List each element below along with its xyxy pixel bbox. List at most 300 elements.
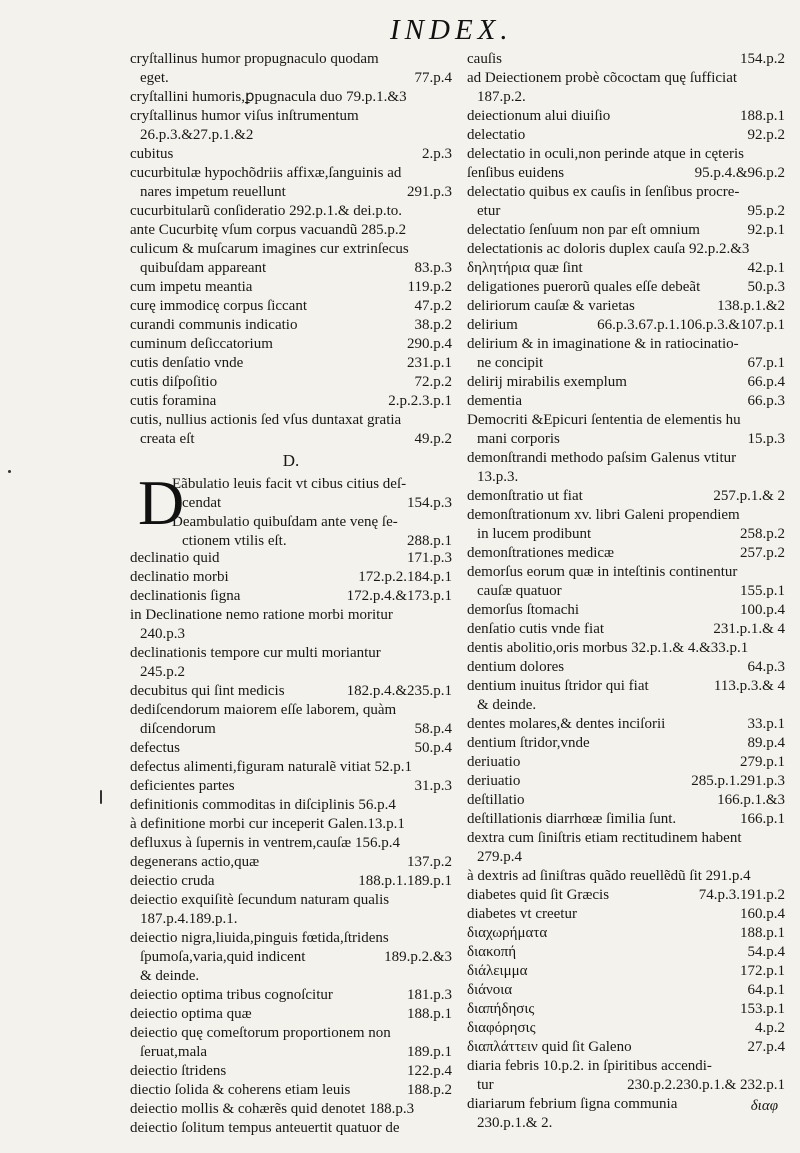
entry-term: cuminum deſiccatorium bbox=[130, 336, 273, 352]
entry-term: creata eſt bbox=[140, 431, 195, 447]
entry-reference: 83.p.3 bbox=[412, 259, 453, 278]
index-entry bbox=[467, 962, 785, 981]
index-entry bbox=[467, 525, 785, 544]
index-entry bbox=[130, 1005, 452, 1024]
entry-term: δηλητήρια quæ ſint bbox=[467, 260, 583, 276]
entry-term: dentium dolores bbox=[467, 659, 565, 675]
entry-term: delectationis ac doloris duplex cauſa 92.p.2.&3 bbox=[467, 241, 750, 257]
index-entry bbox=[130, 948, 452, 967]
entry-term: diabetes vt creetur bbox=[467, 906, 577, 922]
entry-term: mani corporis bbox=[477, 431, 560, 447]
right-column bbox=[467, 50, 785, 1133]
entry-reference: 189.p.2.&3 bbox=[381, 948, 452, 967]
margin-speck bbox=[8, 470, 11, 473]
index-entry bbox=[130, 430, 452, 449]
entry-term: deligationes puerorũ quales eſſe debeãt bbox=[467, 279, 701, 295]
index-entry bbox=[467, 601, 785, 620]
entry-reference: 257.p.2 bbox=[737, 544, 785, 563]
index-entry bbox=[130, 202, 452, 221]
index-entry bbox=[467, 183, 785, 202]
entry-term: deficientes partes bbox=[130, 778, 235, 794]
entry-reference: 89.p.4 bbox=[745, 734, 786, 753]
entry-reference: 172.p.2.184.p.1 bbox=[355, 568, 452, 587]
entry-term: cucurbitularũ conſideratio 292.p.1.& dei.p.to. bbox=[130, 203, 403, 219]
entry-term: delirium bbox=[467, 317, 518, 333]
index-entry bbox=[130, 335, 452, 354]
entry-reference: 27.p.4 bbox=[745, 1038, 786, 1057]
entry-term: definitionis commoditas in diſciplinis 56.p.4 bbox=[130, 797, 396, 813]
index-entry bbox=[467, 69, 785, 88]
index-entry bbox=[467, 563, 785, 582]
index-entry bbox=[130, 986, 452, 1005]
entry-reference: 288.p.1 bbox=[404, 532, 452, 551]
left-entries-c bbox=[130, 50, 452, 449]
index-entry bbox=[130, 221, 452, 240]
entry-reference: 54.p.4 bbox=[745, 943, 786, 962]
entry-term: ad Deiectionem probè cõcoctam quę ſufficiat bbox=[467, 70, 738, 86]
index-entry bbox=[130, 1024, 452, 1043]
entry-reference: 2.p.3 bbox=[419, 145, 452, 164]
entry-reference: 189.p.1 bbox=[404, 1043, 452, 1062]
index-entry bbox=[130, 967, 452, 986]
entry-term: degenerans actio,quæ bbox=[130, 854, 260, 870]
index-entry bbox=[467, 658, 785, 677]
index-entry bbox=[130, 1062, 452, 1081]
index-entry bbox=[130, 259, 452, 278]
entry-reference: 230.p.2.230.p.1.& 232.p.1 bbox=[624, 1076, 785, 1095]
index-entry bbox=[467, 316, 785, 335]
entry-term: declinatio quid bbox=[130, 550, 220, 566]
entry-reference: 49.p.2 bbox=[412, 430, 453, 449]
index-entry bbox=[467, 1076, 785, 1095]
entry-reference: 50.p.3 bbox=[745, 278, 786, 297]
index-entry bbox=[467, 221, 785, 240]
index-entry bbox=[467, 677, 785, 696]
entry-reference: 66.p.3.67.p.1.106.p.3.&107.p.1 bbox=[594, 316, 785, 335]
entry-reference: 77.p.4 bbox=[412, 69, 453, 88]
entry-term: 240.p.3 bbox=[140, 626, 185, 642]
entry-term: diſcendorum bbox=[140, 721, 216, 737]
entry-reference: 181.p.3 bbox=[404, 986, 452, 1005]
index-entry bbox=[130, 183, 452, 202]
index-entry bbox=[130, 701, 452, 720]
index-entry bbox=[467, 1057, 785, 1076]
entry-term: διαπλάττειν quid ſit Galeno bbox=[467, 1039, 632, 1055]
index-entry bbox=[467, 202, 785, 221]
entry-term: declinatio morbi bbox=[130, 569, 229, 585]
entry-reference: 182.p.4.&235.p.1 bbox=[344, 682, 452, 701]
entry-reference: 42.p.1 bbox=[745, 259, 786, 278]
index-entry bbox=[172, 475, 452, 494]
index-entry bbox=[467, 297, 785, 316]
entry-term: demonſtratio ut fiat bbox=[467, 488, 583, 504]
entry-reference: 100.p.4 bbox=[737, 601, 785, 620]
entry-term: διακοπή bbox=[467, 944, 517, 960]
index-entry bbox=[130, 145, 452, 164]
entry-term: deiectio nigra,liuida,pinguis fœtida,ſtridens bbox=[130, 930, 389, 946]
index-entry bbox=[467, 392, 785, 411]
entry-reference: 38.p.2 bbox=[412, 316, 453, 335]
entry-term: curandi communis indicatio bbox=[130, 317, 298, 333]
index-entry bbox=[467, 924, 785, 943]
entry-term: deiectio exquiſitè ſecundum naturam qualis bbox=[130, 892, 390, 908]
index-entry bbox=[467, 259, 785, 278]
index-entry bbox=[130, 910, 452, 929]
index-entry bbox=[130, 373, 452, 392]
section-letter-d: D. bbox=[282, 451, 300, 470]
entry-term: 187.p.4.189.p.1. bbox=[140, 911, 238, 927]
entry-term: cutis foramina bbox=[130, 393, 217, 409]
entry-reference: 172.p.4.&173.p.1 bbox=[344, 587, 452, 606]
entry-term: nares impetum reuellunt bbox=[140, 184, 286, 200]
index-entry bbox=[467, 791, 785, 810]
entry-term: 245.p.2 bbox=[140, 664, 185, 680]
entry-term: deſtillatio bbox=[467, 792, 525, 808]
index-entry bbox=[467, 145, 785, 164]
entry-term: διαπήδησις bbox=[467, 1001, 535, 1017]
entry-term: cutis denſatio vnde bbox=[130, 355, 244, 371]
entry-reference: 279.p.1 bbox=[737, 753, 785, 772]
index-entry bbox=[467, 164, 785, 183]
entry-term: cryſtallinus humor viſus inſtrumentum bbox=[130, 108, 359, 124]
index-entry bbox=[130, 316, 452, 335]
index-entry bbox=[130, 1100, 452, 1119]
left-entries-d bbox=[130, 549, 452, 1138]
entry-term: cryſtallini humoris,ꝑpugnacula duo 79.p.1.&3 bbox=[130, 89, 407, 105]
index-entry bbox=[130, 739, 452, 758]
entry-reference: 166.p.1.&3 bbox=[714, 791, 785, 810]
entry-reference: 113.p.3.& 4 bbox=[711, 677, 785, 696]
entry-reference: 171.p.3 bbox=[404, 549, 452, 568]
entry-term: διάνοια bbox=[467, 982, 513, 998]
entry-term: διαχωρήματα bbox=[467, 925, 548, 941]
entry-term: declinationis tempore cur multi moriantur bbox=[130, 645, 381, 661]
entry-term: dentis abolitio,oris morbus 32.p.1.& 4.&33.p.1 bbox=[467, 640, 749, 656]
entry-term: cauſis bbox=[467, 51, 502, 67]
index-entry bbox=[467, 639, 785, 658]
index-entry bbox=[467, 107, 785, 126]
index-entry bbox=[130, 126, 452, 145]
entry-term: cucurbitulæ hypochõdriis affixæ,ſanguinis ad bbox=[130, 165, 402, 181]
entry-reference: 122.p.4 bbox=[404, 1062, 452, 1081]
entry-term: ante Cucurbitę vſum corpus vacuandũ 285.p.2 bbox=[130, 222, 407, 238]
index-entry bbox=[467, 1114, 785, 1133]
entry-term: deriuatio bbox=[467, 773, 521, 789]
left-column bbox=[130, 50, 452, 1138]
index-entry bbox=[467, 829, 785, 848]
entry-reference: 72.p.2 bbox=[412, 373, 453, 392]
entry-term: ctionem vtilis eſt. bbox=[182, 533, 287, 549]
entry-reference: 188.p.1 bbox=[737, 924, 785, 943]
index-entry bbox=[467, 886, 785, 905]
right-entries bbox=[467, 50, 785, 1133]
entry-term: delectatio in oculi,non perinde atque in cęteris bbox=[467, 146, 744, 162]
index-entry bbox=[467, 696, 785, 715]
entry-reference: 188.p.1 bbox=[737, 107, 785, 126]
entry-reference: 92.p.1 bbox=[745, 221, 786, 240]
dropcap-letter: D bbox=[138, 467, 185, 538]
index-entry bbox=[467, 905, 785, 924]
index-entry bbox=[467, 1019, 785, 1038]
index-entry bbox=[467, 88, 785, 107]
entry-term: Democriti &Epicuri ſententia de elementis hu bbox=[467, 412, 741, 428]
entry-term: ne concipit bbox=[477, 355, 544, 371]
index-entry bbox=[130, 853, 452, 872]
entry-term: in Declinatione nemo ratione morbi moritur bbox=[130, 607, 393, 623]
entry-term: deiectio optima quæ bbox=[130, 1006, 252, 1022]
index-entry bbox=[130, 891, 452, 910]
index-entry bbox=[467, 449, 785, 468]
entry-term: quibuſdam appareant bbox=[140, 260, 267, 276]
entry-term: Deambulatio quibuſdam ante venę ſe- bbox=[172, 514, 398, 530]
index-entry bbox=[130, 1081, 452, 1100]
index-entry bbox=[467, 240, 785, 259]
entry-reference: 166.p.1 bbox=[737, 810, 785, 829]
entry-reference: 92.p.2 bbox=[745, 126, 786, 145]
entry-term: diabetes quid ſit Græcis bbox=[467, 887, 610, 903]
entry-reference: 64.p.1 bbox=[745, 981, 786, 1000]
index-entry bbox=[172, 494, 452, 513]
index-entry bbox=[130, 929, 452, 948]
entry-term: 13.p.3. bbox=[477, 469, 519, 485]
entry-term: demorſus eorum quæ in inteſtinis continentur bbox=[467, 564, 738, 580]
index-entry bbox=[467, 1038, 785, 1057]
entry-term: dentium inuitus ſtridor qui fiat bbox=[467, 678, 649, 694]
index-entry bbox=[467, 810, 785, 829]
entry-reference: 138.p.1.&2 bbox=[714, 297, 785, 316]
entry-term: deiectio ſtridens bbox=[130, 1063, 227, 1079]
entry-reference: 172.p.1 bbox=[737, 962, 785, 981]
entry-reference: 66.p.3 bbox=[745, 392, 786, 411]
index-entry bbox=[130, 682, 452, 701]
entry-reference: 64.p.3 bbox=[745, 658, 786, 677]
entry-term: cubitus bbox=[130, 146, 174, 162]
entry-term: demonſtrationum xv. libri Galeni propendiem bbox=[467, 507, 740, 523]
index-entry bbox=[130, 411, 452, 430]
entry-term: deiectio mollis & cohærẽs quid denotet 188.p.3 bbox=[130, 1101, 415, 1117]
entry-term: delirium & in imaginatione & in ratiocinatio- bbox=[467, 336, 739, 352]
index-entry bbox=[467, 126, 785, 145]
index-entry bbox=[467, 620, 785, 639]
entry-term: deiectio ſolitum tempus anteuertit quatuor de bbox=[130, 1120, 400, 1136]
index-entry bbox=[467, 335, 785, 354]
index-entry bbox=[130, 354, 452, 373]
index-entry bbox=[467, 506, 785, 525]
index-entry bbox=[172, 513, 452, 532]
index-entry bbox=[130, 606, 452, 625]
entry-term: cutis diſpoſitio bbox=[130, 374, 218, 390]
index-entry bbox=[130, 69, 452, 88]
index-entry bbox=[467, 411, 785, 430]
index-entry bbox=[467, 867, 785, 886]
entry-term: deliriorum cauſæ & varietas bbox=[467, 298, 635, 314]
index-entry bbox=[130, 815, 452, 834]
index-entry bbox=[467, 772, 785, 791]
entry-reference: 290.p.4 bbox=[404, 335, 452, 354]
entry-reference: 154.p.3 bbox=[404, 494, 452, 513]
entry-term: cryſtallinus humor propugnaculo quodam bbox=[130, 51, 379, 67]
entry-term: delirij mirabilis exemplum bbox=[467, 374, 627, 390]
index-entry bbox=[130, 278, 452, 297]
entry-term: Eãbulatio leuis facit vt cibus citius deſ- bbox=[172, 476, 407, 492]
entry-reference: 74.p.3.191.p.2 bbox=[696, 886, 785, 905]
entry-term: decubitus qui ſint medicis bbox=[130, 683, 285, 699]
entry-reference: 285.p.1.291.p.3 bbox=[688, 772, 785, 791]
index-entry bbox=[467, 487, 785, 506]
entry-reference: 257.p.1.& 2 bbox=[710, 487, 785, 506]
entry-term: defluxus à ſupernis in ventrem,cauſæ 156.p.4 bbox=[130, 835, 400, 851]
entry-term: culicum & muſcarum imagines cur extrinſecus bbox=[130, 241, 409, 257]
entry-reference: 50.p.4 bbox=[412, 739, 453, 758]
index-entry bbox=[130, 625, 452, 644]
index-entry bbox=[467, 734, 785, 753]
entry-term: διαφόρησις bbox=[467, 1020, 536, 1036]
entry-term: ſpumoſa,varia,quid indicent bbox=[140, 949, 306, 965]
entry-reference: 137.p.2 bbox=[404, 853, 452, 872]
index-entry bbox=[467, 943, 785, 962]
entry-reference: 153.p.1 bbox=[737, 1000, 785, 1019]
entry-term: demorſus ſtomachi bbox=[467, 602, 580, 618]
entry-term: diectio ſolida & coherens etiam leuis bbox=[130, 1082, 351, 1098]
index-entry bbox=[130, 777, 452, 796]
entry-reference: 188.p.1.189.p.1 bbox=[355, 872, 452, 891]
entry-reference: 33.p.1 bbox=[745, 715, 786, 734]
entry-reference: 58.p.4 bbox=[412, 720, 453, 739]
entry-term: deriuatio bbox=[467, 754, 521, 770]
entry-term: deiectio quę comeſtorum proportionem non bbox=[130, 1025, 391, 1041]
dropcap-entries bbox=[172, 475, 452, 551]
entry-reference: 258.p.2 bbox=[737, 525, 785, 544]
index-entry bbox=[130, 587, 452, 606]
entry-term: eget. bbox=[140, 70, 169, 86]
index-entry bbox=[467, 1095, 785, 1114]
entry-term: curę immodicę corpus ſiccant bbox=[130, 298, 308, 314]
entry-term: in lucem prodibunt bbox=[477, 526, 592, 542]
entry-reference: 31.p.3 bbox=[412, 777, 453, 796]
catchword: διαφ bbox=[750, 1098, 778, 1114]
entry-term: 187.p.2. bbox=[477, 89, 526, 105]
entry-term: declinationis ſigna bbox=[130, 588, 241, 604]
index-entry bbox=[130, 164, 452, 183]
entry-reference: 47.p.2 bbox=[412, 297, 453, 316]
index-entry bbox=[130, 240, 452, 259]
entry-term: à definitione morbi cur inceperit Galen.13.p.1 bbox=[130, 816, 405, 832]
entry-reference: 231.p.1.& 4 bbox=[710, 620, 785, 639]
entry-term: διάλειμμα bbox=[467, 963, 528, 979]
entry-term: 26.p.3.&27.p.1.&2 bbox=[140, 127, 254, 143]
index-entry bbox=[467, 278, 785, 297]
dropcap-block bbox=[130, 467, 452, 549]
index-entry bbox=[467, 354, 785, 373]
entry-reference: 95.p.2 bbox=[745, 202, 786, 221]
entry-term: diaria febris 10.p.2. in ſpiritibus accendi- bbox=[467, 1058, 712, 1074]
entry-term: deiectionum alui diuiſio bbox=[467, 108, 611, 124]
entry-term: deiectio optima tribus cognoſcitur bbox=[130, 987, 333, 1003]
entry-reference: 119.p.2 bbox=[405, 278, 452, 297]
entry-reference: 2.p.2.3.p.1 bbox=[385, 392, 452, 411]
index-entry bbox=[130, 1119, 452, 1138]
page-header: INDEX. bbox=[390, 14, 513, 46]
index-entry bbox=[130, 549, 452, 568]
entry-reference: 231.p.1 bbox=[404, 354, 452, 373]
index-entry bbox=[130, 834, 452, 853]
entry-term: cum impetu meantia bbox=[130, 279, 253, 295]
index-entry bbox=[467, 1000, 785, 1019]
entry-term: & deinde. bbox=[140, 968, 200, 984]
index-entry bbox=[130, 872, 452, 891]
entry-term: etur bbox=[477, 203, 501, 219]
entry-term: delectatio quibus ex cauſis in ſenſibus procre- bbox=[467, 184, 740, 200]
entry-reference: 95.p.4.&96.p.2 bbox=[692, 164, 785, 183]
entry-term: dextra cum ſiniſtris etiam rectitudinem habent bbox=[467, 830, 742, 846]
entry-term: dentes molares,& dentes inciſorii bbox=[467, 716, 666, 732]
index-entry bbox=[467, 468, 785, 487]
index-entry bbox=[467, 753, 785, 772]
entry-reference: 67.p.1 bbox=[745, 354, 786, 373]
entry-reference: 291.p.3 bbox=[404, 183, 452, 202]
index-entry bbox=[467, 544, 785, 563]
index-entry bbox=[130, 796, 452, 815]
entry-term: cendat bbox=[182, 495, 222, 511]
index-entry bbox=[130, 392, 452, 411]
entry-reference: 154.p.2 bbox=[737, 50, 785, 69]
entry-term: & deinde. bbox=[477, 697, 537, 713]
index-entry bbox=[467, 430, 785, 449]
index-entry bbox=[130, 644, 452, 663]
entry-reference: 188.p.2 bbox=[404, 1081, 452, 1100]
margin-speck bbox=[100, 790, 102, 804]
entry-reference: 160.p.4 bbox=[737, 905, 785, 924]
entry-reference: 15.p.3 bbox=[745, 430, 786, 449]
index-entry bbox=[130, 88, 452, 107]
entry-term: 279.p.4 bbox=[477, 849, 522, 865]
entry-term: defectus alimenti,figuram naturalẽ vitiat 52.p.1 bbox=[130, 759, 412, 775]
entry-reference: 155.p.1 bbox=[737, 582, 785, 601]
index-entry bbox=[130, 1043, 452, 1062]
entry-term: dediſcendorum maiorem eſſe laborem, quàm bbox=[130, 702, 397, 718]
entry-term: cutis, nullius actionis ſed vſus duntaxat gratia bbox=[130, 412, 402, 428]
index-entry bbox=[130, 568, 452, 587]
entry-term: dentium ſtridor,vnde bbox=[467, 735, 590, 751]
entry-term: denſatio cutis vnde fiat bbox=[467, 621, 605, 637]
index-entry bbox=[467, 582, 785, 601]
index-entry bbox=[130, 107, 452, 126]
entry-term: cauſæ quatuor bbox=[477, 583, 562, 599]
entry-term: ſeruat,mala bbox=[140, 1044, 208, 1060]
entry-term: diariarum febrium ſigna communia bbox=[467, 1096, 678, 1112]
entry-term: à dextris ad ſiniſtras quãdo reuellẽdũ ſit 291.p.4 bbox=[467, 868, 751, 884]
index-entry bbox=[130, 758, 452, 777]
entry-term: 230.p.1.& 2. bbox=[477, 1115, 553, 1131]
index-entry bbox=[467, 373, 785, 392]
index-entry bbox=[130, 50, 452, 69]
index-entry bbox=[467, 715, 785, 734]
entry-term: ſenſibus euidens bbox=[467, 165, 565, 181]
entry-reference: 66.p.4 bbox=[745, 373, 786, 392]
entry-reference: 188.p.1 bbox=[404, 1005, 452, 1024]
index-entry bbox=[130, 663, 452, 682]
index-entry bbox=[130, 720, 452, 739]
entry-term: demonſtrandi methodo paſsim Galenus vtitur bbox=[467, 450, 737, 466]
entry-term: demonſtrationes medicæ bbox=[467, 545, 615, 561]
entry-term: tur bbox=[477, 1077, 494, 1093]
entry-term: deiectio cruda bbox=[130, 873, 215, 889]
entry-reference: 4.p.2 bbox=[752, 1019, 785, 1038]
entry-term: delectatio ſenſuum non par eſt omnium bbox=[467, 222, 700, 238]
entry-term: deſtillationis diarrhœæ ſimilia ſunt. bbox=[467, 811, 677, 827]
index-entry bbox=[467, 50, 785, 69]
entry-term: delectatio bbox=[467, 127, 526, 143]
